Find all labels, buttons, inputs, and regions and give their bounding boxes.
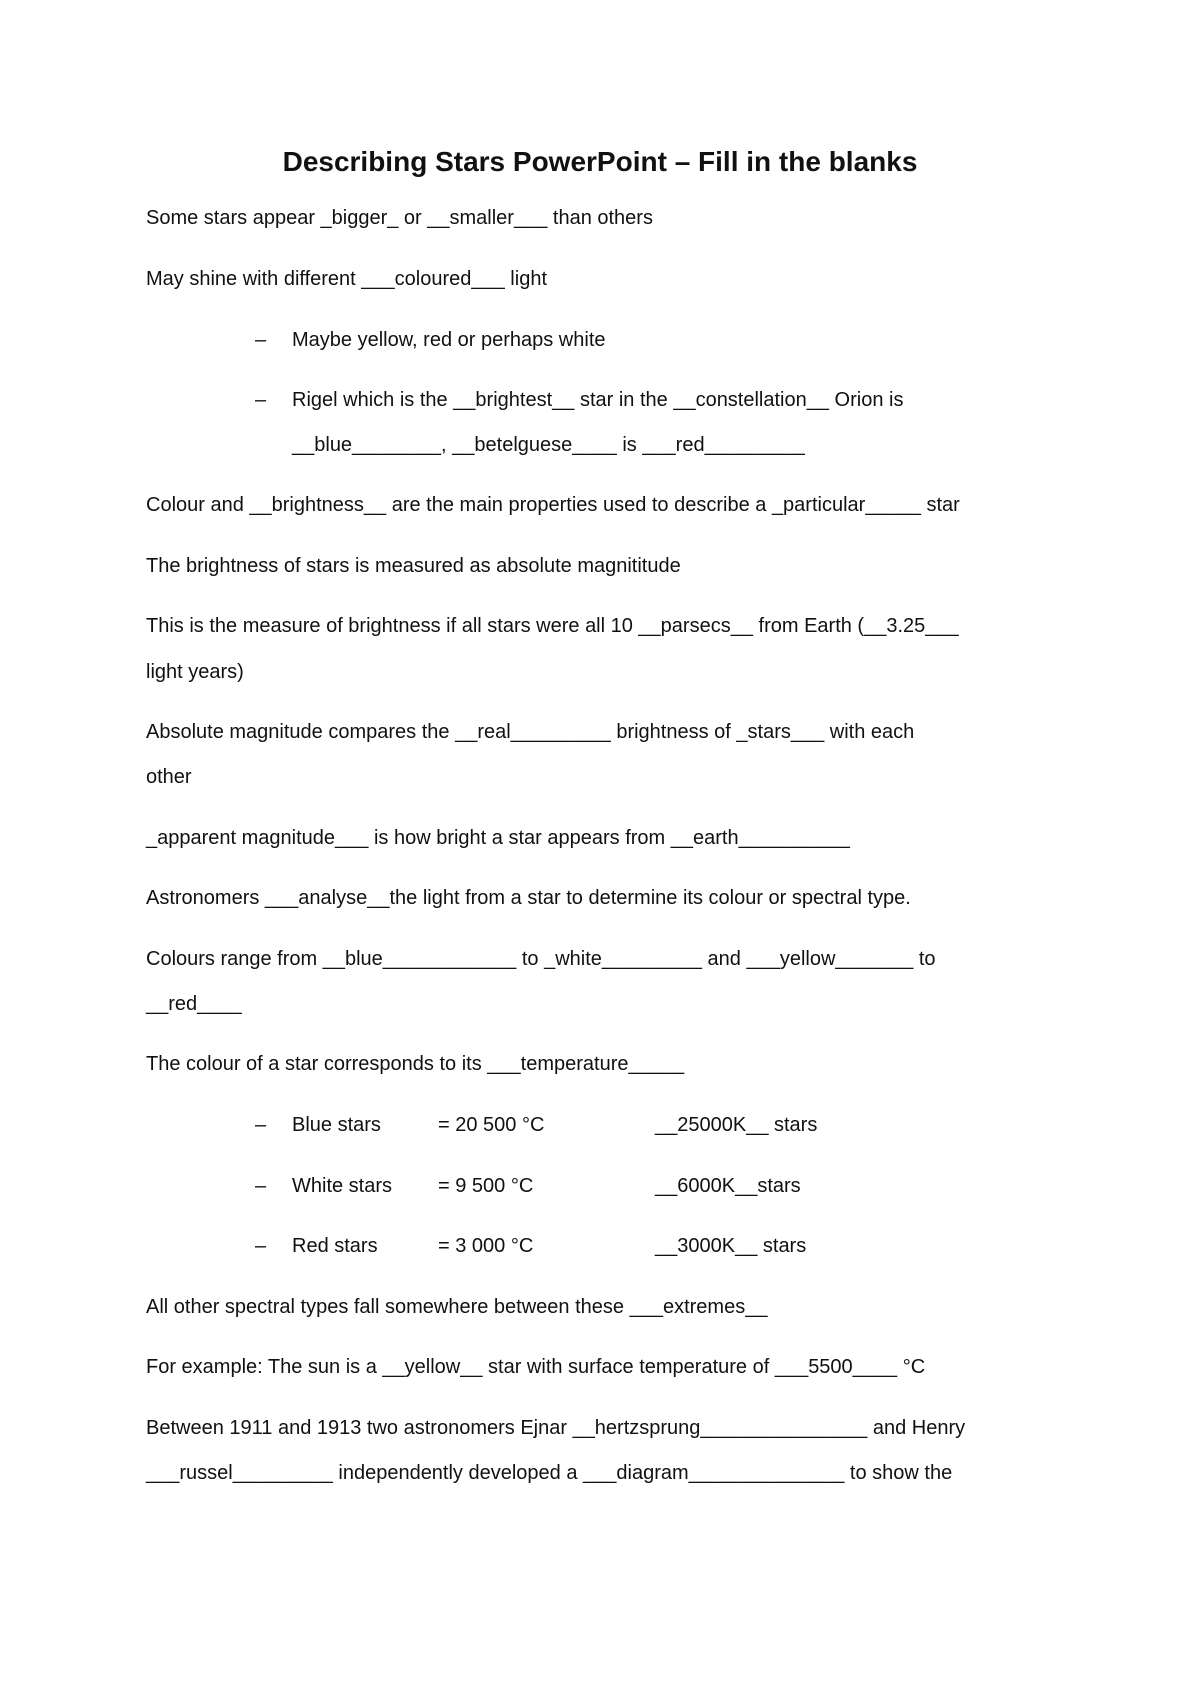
text-line: Maybe yellow, red or perhaps white bbox=[292, 329, 606, 351]
text-line: The colour of a star corresponds to its ___temperature_____ bbox=[146, 1053, 685, 1075]
text-line: __blue________, __betelguese____ is ___red_________ bbox=[292, 434, 805, 456]
temp-star-name: White stars bbox=[292, 1175, 393, 1197]
temp-kelvin: __3000K__ stars bbox=[655, 1235, 807, 1257]
text-line: The brightness of stars is measured as absolute magnititude bbox=[146, 555, 681, 577]
text-line: Astronomers ___analyse__the light from a star to determine its colour or spectral type. bbox=[146, 887, 911, 909]
temp-kelvin: __25000K__ stars bbox=[655, 1114, 818, 1136]
temp-celsius: = 20 500 °C bbox=[438, 1114, 545, 1136]
dash-bullet: – bbox=[255, 1175, 267, 1197]
dash-bullet: – bbox=[255, 329, 267, 351]
dash-bullet: – bbox=[255, 1114, 267, 1136]
temp-celsius: = 3 000 °C bbox=[438, 1235, 534, 1257]
temp-star-name: Red stars bbox=[292, 1235, 378, 1257]
text-line: __red____ bbox=[146, 993, 242, 1015]
temp-star-name: Blue stars bbox=[292, 1114, 381, 1136]
dash-bullet: – bbox=[255, 1235, 267, 1257]
temp-kelvin: __6000K__stars bbox=[655, 1175, 801, 1197]
text-line: _apparent magnitude___ is how bright a star appears from __earth__________ bbox=[146, 827, 850, 849]
text-line: ___russel_________ independently developed a ___diagram______________ to show the bbox=[146, 1462, 953, 1484]
text-line: Colours range from __blue____________ to _white_________ and ___yellow_______ to bbox=[146, 948, 936, 970]
dash-bullet: – bbox=[255, 389, 267, 411]
text-line: Rigel which is the __brightest__ star in the __constellation__ Orion is bbox=[292, 389, 904, 411]
temp-celsius: = 9 500 °C bbox=[438, 1175, 534, 1197]
text-line: Some stars appear _bigger_ or __smaller___ than others bbox=[146, 207, 653, 229]
text-line: This is the measure of brightness if all stars were all 10 __parsecs__ from Earth (__3.25___ bbox=[146, 615, 959, 637]
text-line: Colour and __brightness__ are the main properties used to describe a _particular_____ star bbox=[146, 494, 960, 516]
text-line: Between 1911 and 1913 two astronomers Ejnar __hertzsprung_______________ and Henry bbox=[146, 1417, 966, 1439]
page-title: Describing Stars PowerPoint – Fill in the blanks bbox=[282, 146, 918, 177]
text-line: For example: The sun is a __yellow__ star with surface temperature of ___5500____ °C bbox=[146, 1356, 926, 1378]
text-line: All other spectral types fall somewhere between these ___extremes__ bbox=[146, 1296, 768, 1318]
text-line: other bbox=[146, 766, 192, 788]
text-line: Absolute magnitude compares the __real_________ brightness of _stars___ with each bbox=[146, 721, 915, 743]
text-line: light years) bbox=[146, 661, 244, 683]
text-line: May shine with different ___coloured___ light bbox=[146, 268, 547, 290]
